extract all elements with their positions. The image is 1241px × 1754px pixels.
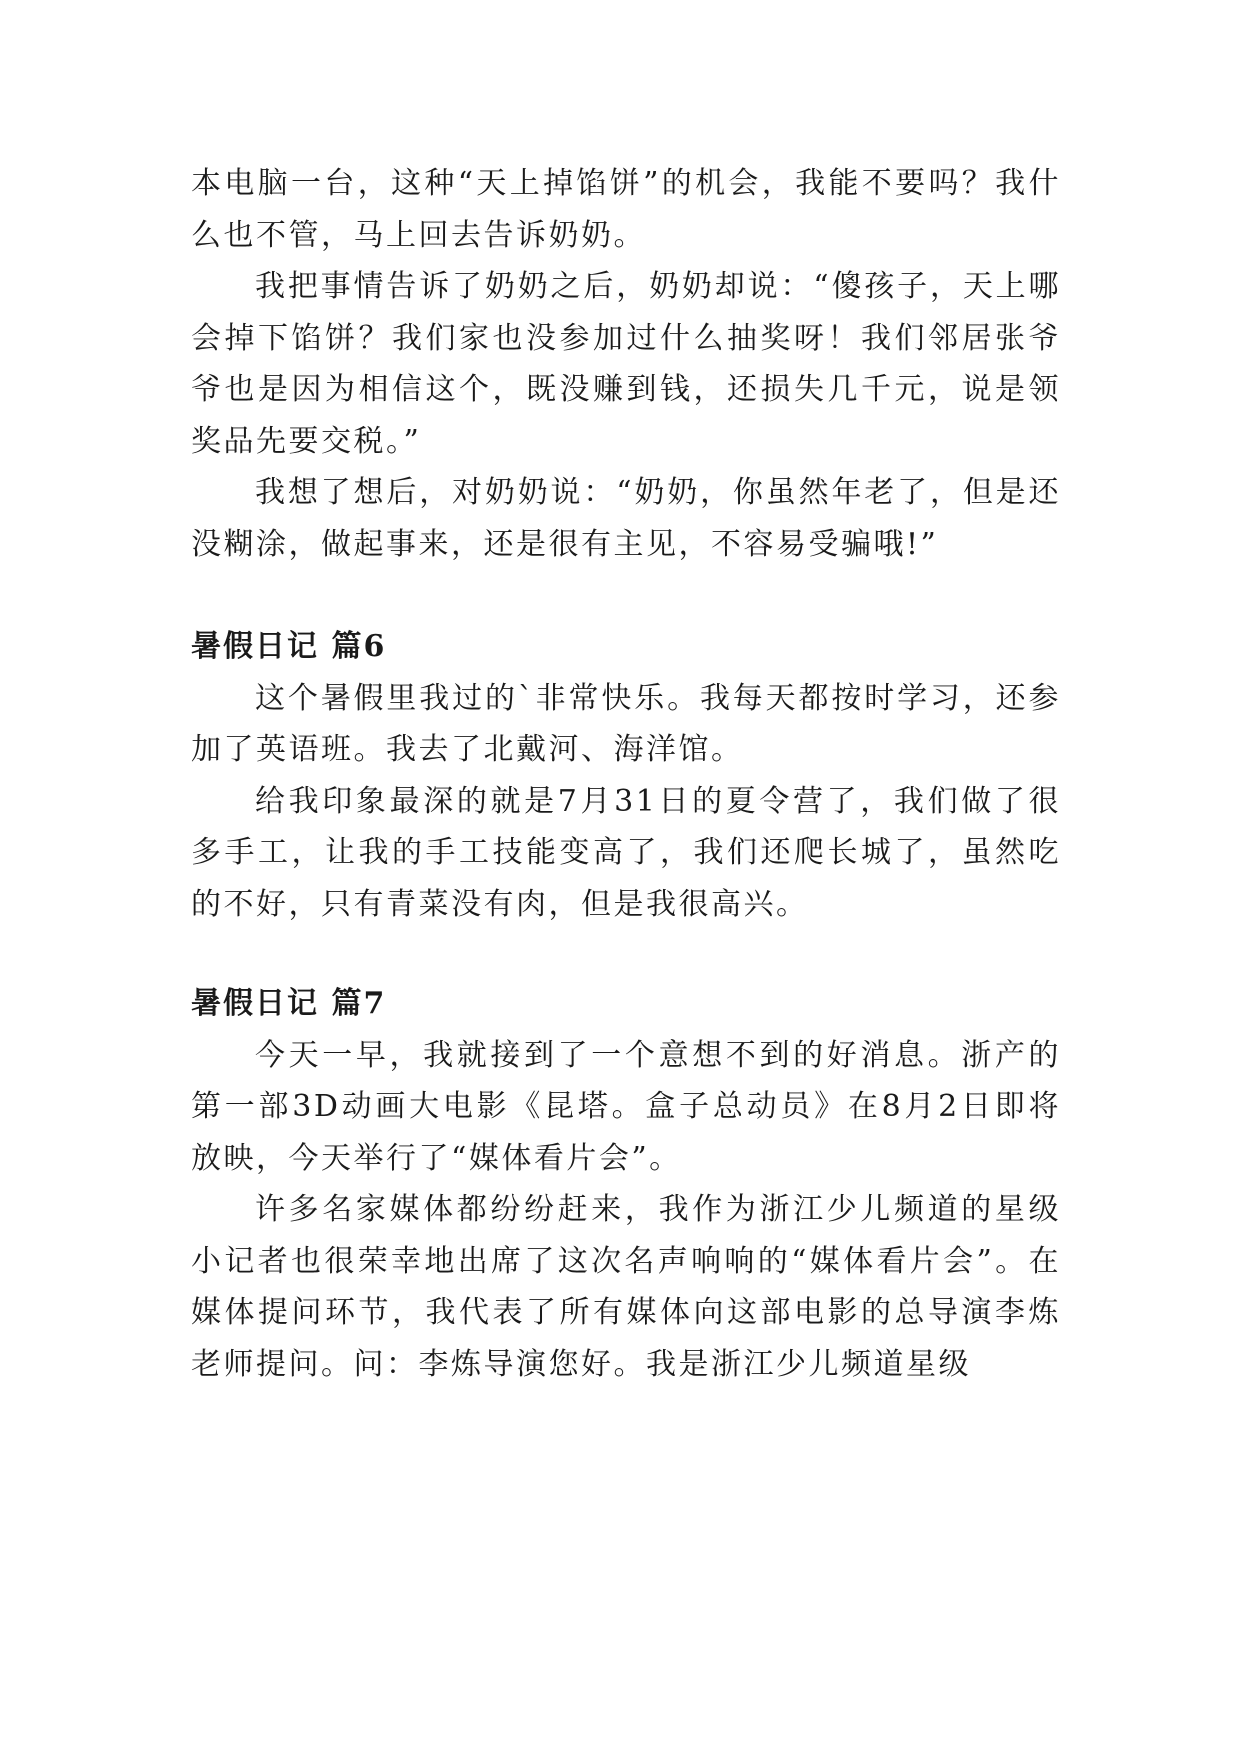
section6-paragraph-2: 给我印象最深的就是7月31日的夏令营了，我们做了很多手工，让我的手工技能变高了，我们还爬长城了，虽然吃的不好，只有青菜没有肉，但是我很高兴。 xyxy=(191,783,1061,922)
paragraph-my-response: 我想了想后，对奶奶说：“奶奶，你虽然年老了，但是还没糊涂，做起事来，还是很有主见，不容易受骗哦!” xyxy=(191,475,1061,562)
document-body xyxy=(191,158,1061,1390)
paragraph-grandma-reply: 我把事情告诉了奶奶之后，奶奶却说：“傻孩子，天上哪会掉下馅饼？我们家也没参加过什么抽奖呀！我们邻居张爷爷也是因为相信这个，既没赚到钱，还损失几千元，说是领奖品先要交税。” xyxy=(191,269,1061,459)
section7-paragraph-1: 今天一早，我就接到了一个意想不到的好消息。浙产的第一部3D动画大电影《昆塔。盒子总动员》在8月2日即将放映，今天举行了“媒体看片会”。 xyxy=(191,1037,1061,1176)
section-title-7: 暑假日记 篇7 xyxy=(191,986,387,1021)
section7-paragraph-2: 许多名家媒体都纷纷赶来，我作为浙江少儿频道的星级小记者也很荣幸地出席了这次名声响响的“媒体看片会”。在媒体提问环节，我代表了所有媒体向这部电影的总导演李炼老师提问。问：李炼导演您好。我是浙江少儿频道星级 xyxy=(191,1192,1061,1382)
paragraph-continuation: 本电脑一台，这种“天上掉馅饼”的机会，我能不要吗？我什么也不管，马上回去告诉奶奶。 xyxy=(191,166,1061,253)
section6-paragraph-1: 这个暑假里我过的`非常快乐。我每天都按时学习，还参加了英语班。我去了北戴河、海洋馆。 xyxy=(191,680,1061,767)
section-title-6: 暑假日记 篇6 xyxy=(191,629,387,664)
